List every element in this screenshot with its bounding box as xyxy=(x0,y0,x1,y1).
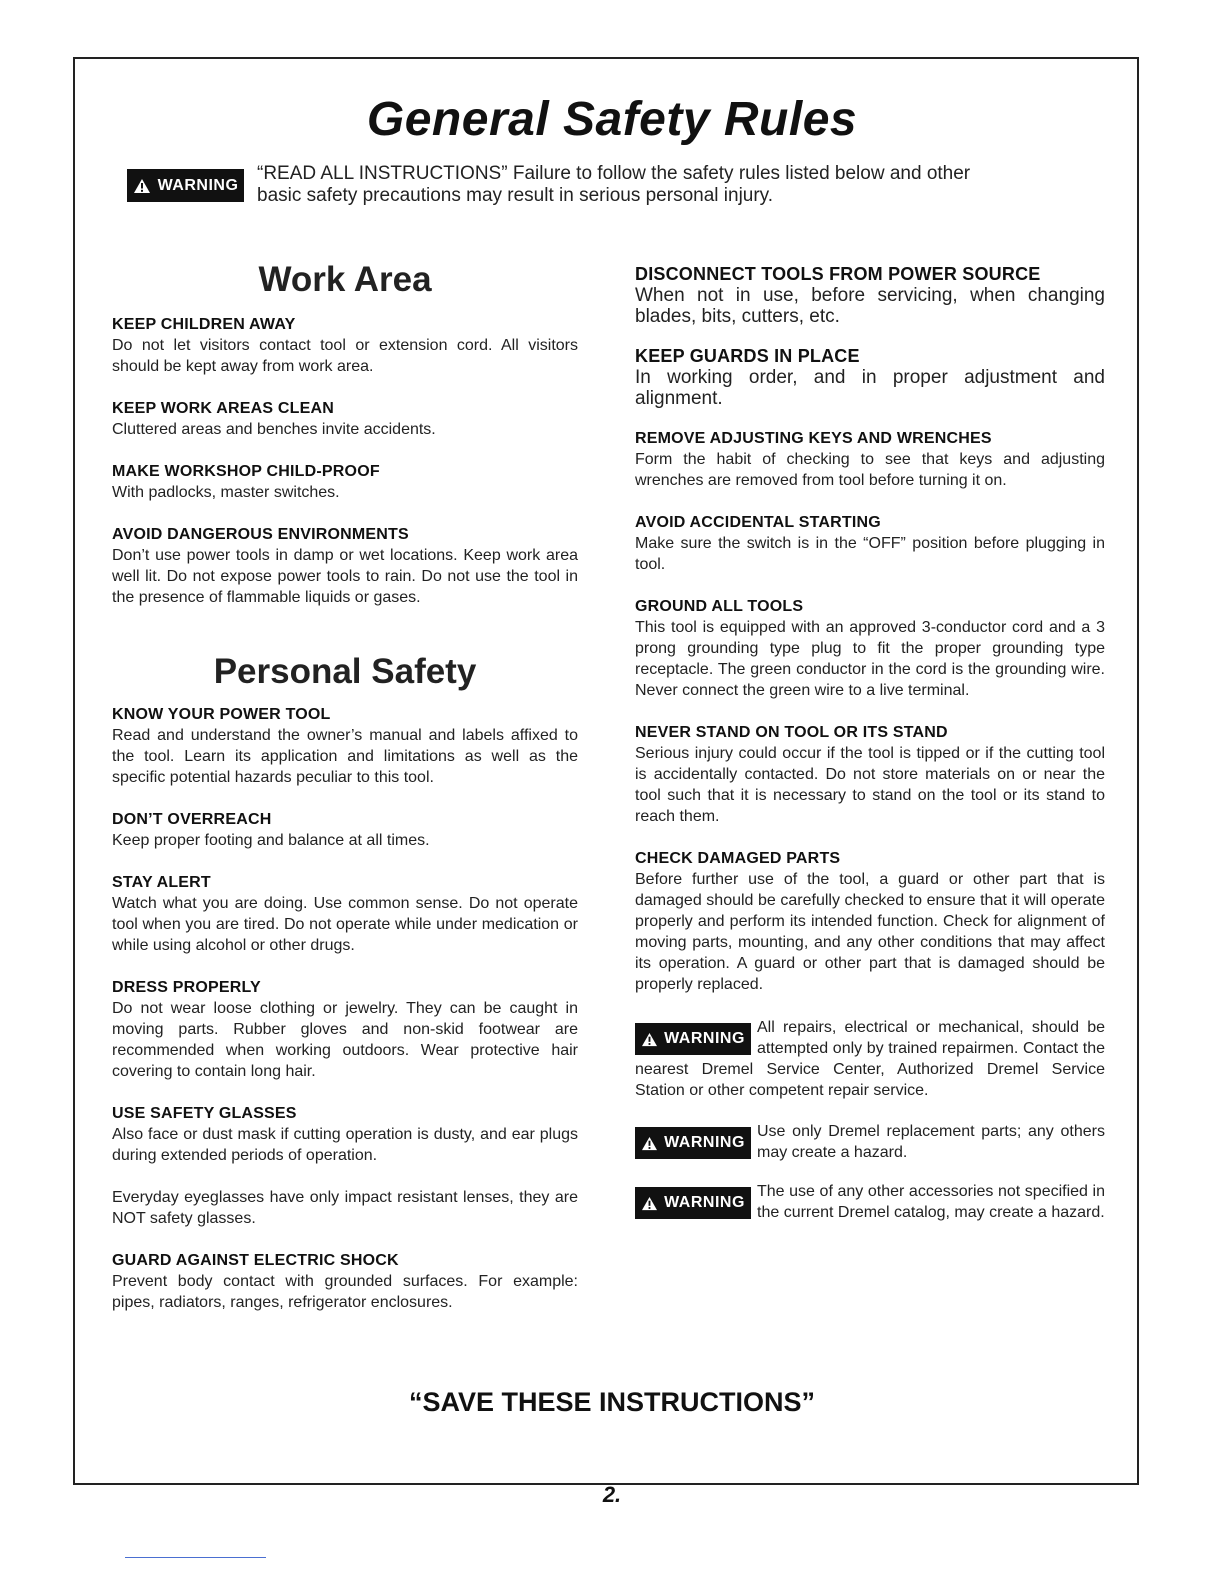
rule-text: With padlocks, master switches. xyxy=(112,484,340,501)
rule-text: Everyday eyeglasses have only impact resistant lenses, they are NOT safety glasses. xyxy=(112,1189,578,1227)
warning-note xyxy=(635,1121,1105,1163)
rule-heading: DON’T OVERREACH xyxy=(112,811,272,828)
warning-badge xyxy=(127,169,244,202)
right-column xyxy=(635,264,1105,1243)
save-instructions: “SAVE THESE INSTRUCTIONS” xyxy=(408,1387,816,1417)
rule-text: Form the habit of checking to see that keys and adjusting wrenches are removed from tool before turning it on. xyxy=(635,451,1105,489)
rule-item xyxy=(112,704,578,788)
rule-item xyxy=(112,314,578,377)
rule-heading: GROUND ALL TOOLS xyxy=(635,598,804,615)
warning-triangle-icon xyxy=(641,1196,658,1211)
rule-item xyxy=(635,264,1105,327)
rule-item xyxy=(635,596,1105,701)
rule-text: Do not let visitors contact tool or extension cord. All visitors should be kept away from work area. xyxy=(112,337,578,375)
rule-item xyxy=(112,1250,578,1313)
warning-text: Use only Dremel replacement parts; any others may create a hazard. xyxy=(757,1123,1105,1161)
warning-note xyxy=(635,1017,1105,1101)
rule-heading: REMOVE ADJUSTING KEYS AND WRENCHES xyxy=(635,430,992,447)
rule-heading: DISCONNECT TOOLS FROM POWER SOURCE xyxy=(635,264,1041,284)
rule-text: Do not wear loose clothing or jewelry. They can be caught in moving parts. Rubber gloves and non-skid footwear are recommended when working outdoors. Wear protective hair covering to contain long hair. xyxy=(112,1000,578,1080)
rule-heading: MAKE WORKSHOP CHILD-PROOF xyxy=(112,463,380,480)
rule-text: Serious injury could occur if the tool is tipped or if the cutting tool is accidentally contacted. Do not store materials on or near the tool such that it is necessary to stand on the tool or its stand to reach them. xyxy=(635,745,1105,825)
rule-heading: STAY ALERT xyxy=(112,874,211,891)
rule-item xyxy=(112,977,578,1082)
rule-text: In working order, and in proper adjustment and alignment. xyxy=(635,367,1105,409)
rule-item xyxy=(112,809,578,851)
page-title: General Safety Rules xyxy=(366,93,858,146)
footer-divider xyxy=(125,1557,266,1558)
rule-heading: AVOID DANGEROUS ENVIRONMENTS xyxy=(112,526,409,543)
rule-item xyxy=(635,428,1105,491)
rule-item xyxy=(635,512,1105,575)
rule-text: Don’t use power tools in damp or wet locations. Keep work area well lit. Do not expose power tools to rain. Do not use the tool in the presence of flammable liquids or gases. xyxy=(112,547,578,606)
rule-heading: KEEP WORK AREAS CLEAN xyxy=(112,400,334,417)
rule-heading: DRESS PROPERLY xyxy=(112,979,261,996)
rule-item xyxy=(112,461,578,503)
rule-text: Before further use of the tool, a guard or other part that is damaged should be carefully checked to ensure that it will operate properly and perform its intended function. Check for alignment of moving parts, mounting, and any other conditions that may affect its operation. A guard or other part that is damaged should be properly replaced. xyxy=(635,871,1105,993)
rule-heading: AVOID ACCIDENTAL STARTING xyxy=(635,514,881,531)
rule-text: When not in use, before servicing, when changing blades, bits, cutters, etc. xyxy=(635,285,1105,327)
rule-text: Watch what you are doing. Use common sense. Do not operate tool when you are tired. Do not operate while under medication or while using alcohol or other drugs. xyxy=(112,895,578,954)
rule-text: Also face or dust mask if cutting operation is dusty, and ear plugs during extended periods of operation. xyxy=(112,1126,578,1164)
intro-text: “READ ALL INSTRUCTIONS” Failure to follow the safety rules listed below and other basic safety precautions may result in serious personal injury. xyxy=(257,163,971,206)
warning-label: WARNING xyxy=(664,1030,745,1047)
warning-badge xyxy=(635,1127,751,1159)
left-column xyxy=(112,258,578,1334)
warning-triangle-icon xyxy=(133,178,151,194)
rule-item xyxy=(112,872,578,956)
rule-text: Read and understand the owner’s manual and labels affixed to the tool. Learn its application and limitations as well as the specific potential hazards peculiar to this tool. xyxy=(112,727,578,786)
warning-label: WARNING xyxy=(664,1194,745,1211)
rule-heading: NEVER STAND ON TOOL OR ITS STAND xyxy=(635,724,948,741)
warning-text: All repairs, electrical or mechanical, should be attempted only by trained repairmen. Contact the nearest Dremel Service Center, Authorized Dremel Service Station or other competent repair service. xyxy=(635,1019,1105,1099)
rule-item xyxy=(112,1187,578,1229)
warning-badge xyxy=(635,1187,751,1219)
rule-text: Keep proper footing and balance at all times. xyxy=(112,832,430,849)
rule-item xyxy=(112,1103,578,1166)
rule-item xyxy=(635,848,1105,995)
rule-item xyxy=(635,722,1105,827)
warning-label: WARNING xyxy=(664,1134,745,1151)
rule-heading: CHECK DAMAGED PARTS xyxy=(635,850,841,867)
rule-text: Make sure the switch is in the “OFF” position before plugging in tool. xyxy=(635,535,1105,573)
rule-item xyxy=(112,524,578,608)
rule-text: Cluttered areas and benches invite accidents. xyxy=(112,421,436,438)
warning-triangle-icon xyxy=(641,1136,658,1151)
personal-safety-title: Personal Safety xyxy=(213,652,477,691)
rule-heading: KEEP CHILDREN AWAY xyxy=(112,316,296,333)
work-area-title: Work Area xyxy=(258,260,432,299)
rule-item xyxy=(112,398,578,440)
rule-heading: GUARD AGAINST ELECTRIC SHOCK xyxy=(112,1252,399,1269)
rule-heading: KNOW YOUR POWER TOOL xyxy=(112,706,331,723)
warning-text: The use of any other accessories not specified in the current Dremel catalog, may create a hazard. xyxy=(757,1183,1105,1221)
warning-label: WARNING xyxy=(157,176,239,194)
warning-badge xyxy=(635,1023,751,1055)
warning-note xyxy=(635,1181,1105,1223)
page-number: 2. xyxy=(602,1482,622,1507)
rule-heading: KEEP GUARDS IN PLACE xyxy=(635,346,860,366)
rule-text: Prevent body contact with grounded surfaces. For example: pipes, radiators, ranges, refrigerator enclosures. xyxy=(112,1273,578,1311)
warning-triangle-icon xyxy=(641,1032,658,1047)
rule-heading: USE SAFETY GLASSES xyxy=(112,1105,297,1122)
rule-text: This tool is equipped with an approved 3-conductor cord and a 3 prong grounding type plug to fit the proper grounding type receptacle. The green conductor in the cord is the grounding wire. Never connect the green wire to a live terminal. xyxy=(635,619,1105,699)
rule-item xyxy=(635,346,1105,409)
